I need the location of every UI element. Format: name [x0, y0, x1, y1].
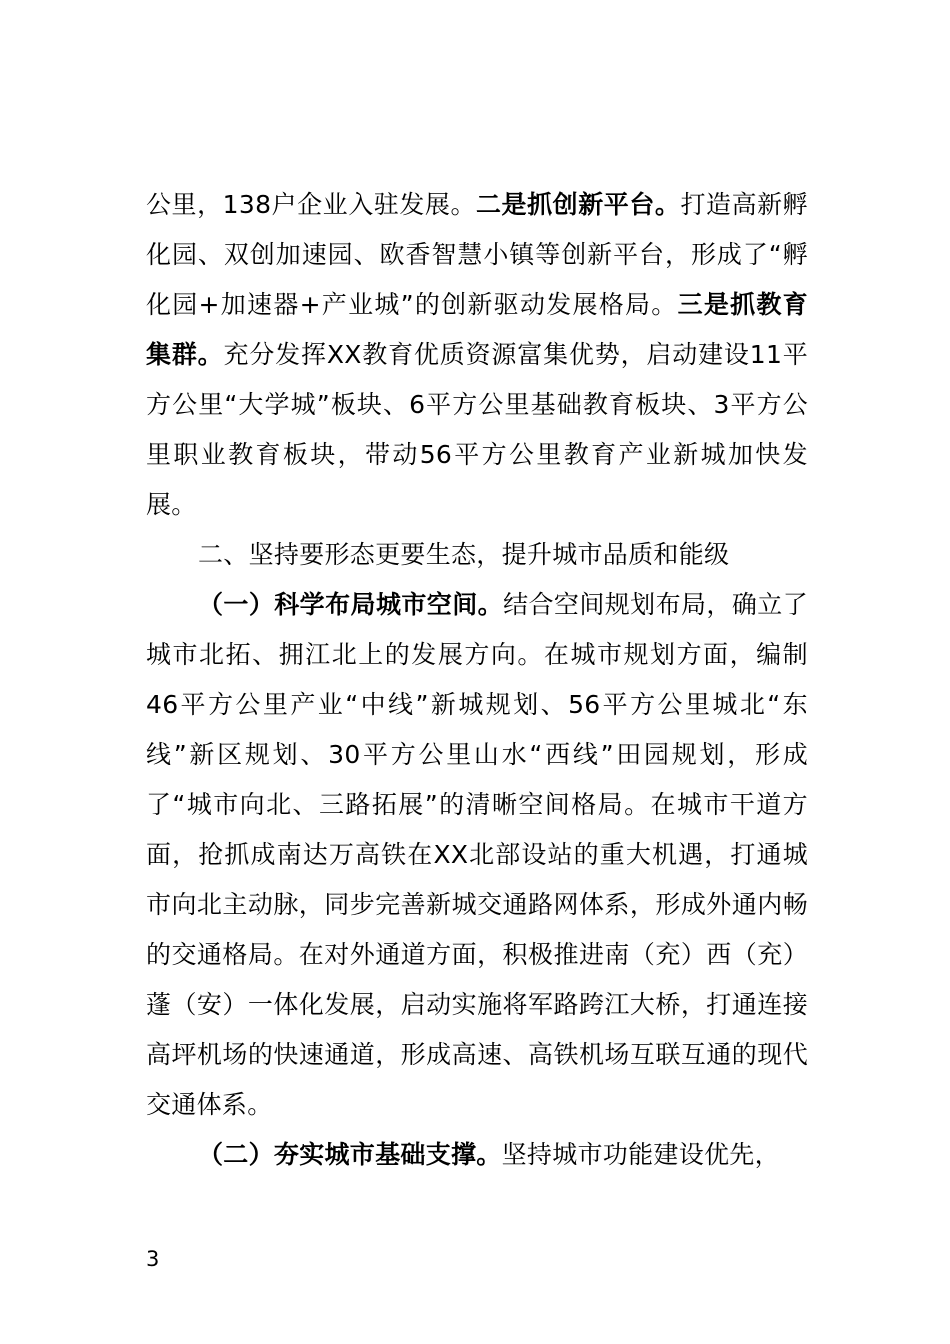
paragraph-education	[146, 180, 808, 530]
paragraph-text: 公里，138户企业入驻发展。	[146, 190, 476, 219]
subsection-title: （二）夯实城市基础支撑。	[198, 1140, 502, 1169]
bold-lead-phrase: 二是抓创新平台。	[476, 190, 681, 219]
page-number: 3	[146, 1247, 160, 1271]
paragraph-urban-space	[146, 580, 808, 1130]
subsection-title: （一）科学布局城市空间。	[198, 590, 504, 619]
section-heading: 二、坚持要形态更要生态，提升城市品质和能级	[198, 540, 730, 569]
paragraph-text: 充分发挥XX教育优质资源富集优势，启动建设11平方公里“大学城”板块、6平方公里基础教育板块、3平方公里职业教育板块，带动56平方公里教育产业新城加快发展。	[146, 340, 808, 519]
paragraph-text: 结合空间规划布局，确立了城市北拓、拥江北上的发展方向。在城市规划方面，编制46平方公里产业“中线”新城规划、56平方公里城北“东线”新区规划、30平方公里山水“西线”田园规划，形成了“城市向北、三路拓展”的清晰空间格局。在城市干道方面，抢抓成南达万高铁在XX北部设站的重大机遇，打通城市向北主动脉，同步完善新城交通路网体系，形成外通内畅的交通格局。在对外通道方面，积极推进南（充）西（充）蓬（安）一体化发展，启动实施将军路跨江大桥，打通连接高坪机场的快速通道，形成高速、高铁机场互联互通的现代交通体系。	[146, 590, 808, 1119]
paragraph-infrastructure	[146, 1130, 808, 1180]
paragraph-text: 坚持城市功能建设优先，	[501, 1140, 780, 1169]
bold-lead-phrase: 三是抓教育集群。	[146, 290, 808, 369]
document-body	[146, 180, 808, 1180]
paragraph-text: 打造高新孵化园、双创加速园、欧香智慧小镇等创新平台，形成了“孵化园+加速器+产业城”的创新驱动发展格局。	[146, 190, 808, 319]
